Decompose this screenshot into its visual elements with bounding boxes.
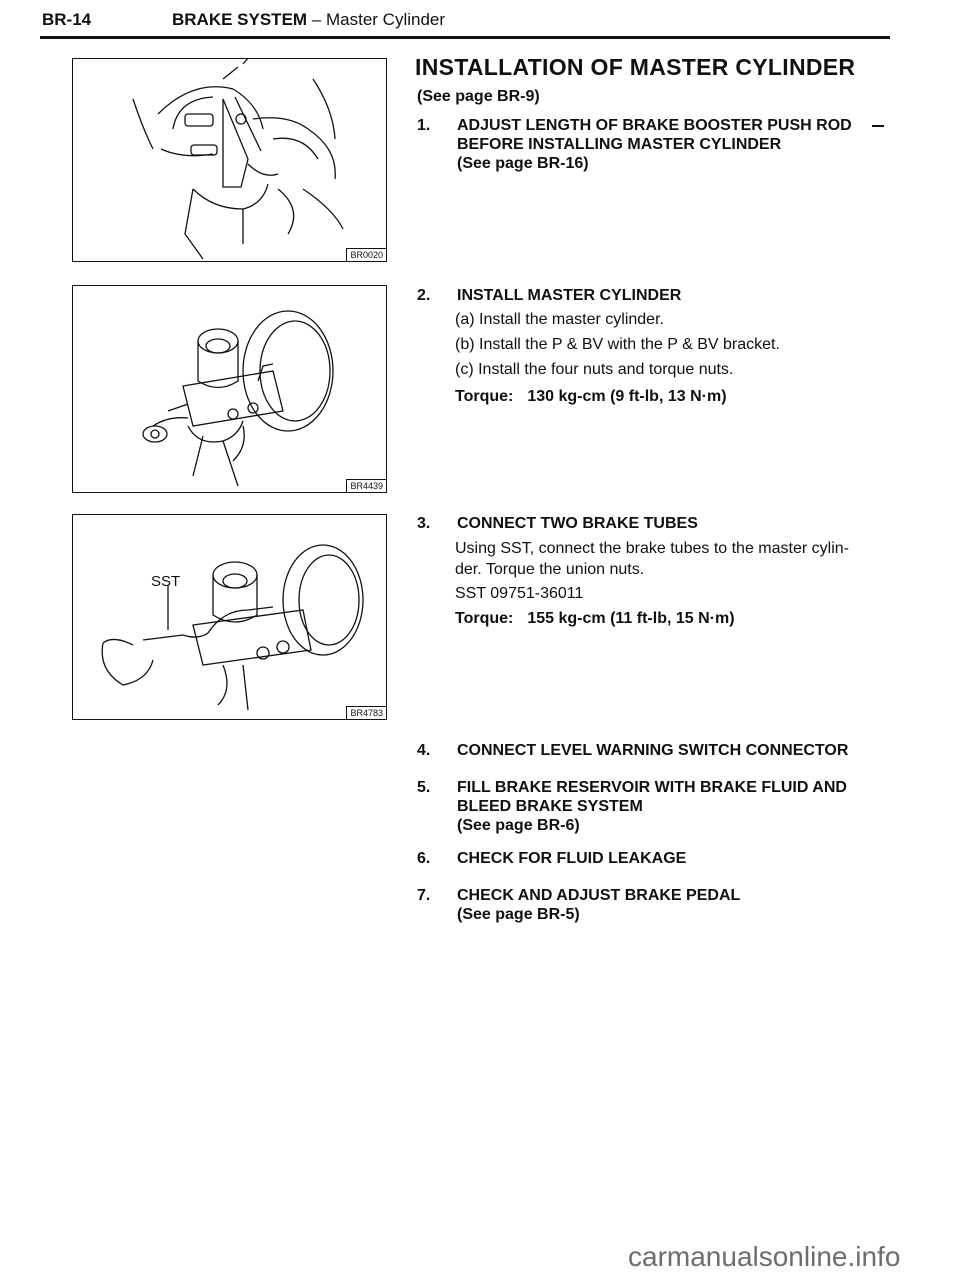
- figure-master-cylinder: [72, 285, 387, 493]
- section-title: [172, 10, 445, 30]
- sst-number: SST 09751-36011: [455, 585, 584, 602]
- page-code: BR-14: [42, 10, 92, 29]
- step-number: 4.: [417, 742, 431, 759]
- sst-label: SST: [151, 573, 181, 590]
- see-page-reference: (See page BR-9): [417, 88, 540, 105]
- figure-id: BR4783: [346, 706, 386, 719]
- header-rule: [40, 36, 890, 39]
- step-line: ADJUST LENGTH OF BRAKE BOOSTER PUSH ROD: [457, 117, 852, 134]
- step-text: CONNECT TWO BRAKE TUBES: [457, 515, 698, 532]
- substep-a: (a) Install the master cylinder.: [455, 311, 664, 328]
- step-number: 7.: [417, 887, 431, 904]
- step-number: 2.: [417, 287, 431, 304]
- step-text: [457, 886, 897, 924]
- step-number: 5.: [417, 779, 431, 796]
- step-text: INSTALL MASTER CYLINDER: [457, 287, 682, 304]
- step-text: CONNECT LEVEL WARNING SWITCH CONNECTOR: [457, 742, 849, 759]
- figure-push-rod: [72, 58, 387, 262]
- torque-value: 155 kg-cm (11 ft-lb, 15 N·m): [527, 610, 735, 627]
- substep-c: (c) Install the four nuts and torque nuts.: [455, 361, 734, 378]
- torque-spec: [455, 610, 735, 628]
- torque-label: Torque:: [455, 388, 514, 405]
- step-line: (See page BR-5): [457, 906, 580, 923]
- step-text: [457, 116, 897, 173]
- step-text: [457, 778, 897, 835]
- figure-brake-tubes: [72, 514, 387, 720]
- step-number: 1.: [417, 117, 431, 134]
- torque-label: Torque:: [455, 610, 514, 627]
- step-line: (See page BR-6): [457, 817, 580, 834]
- figure-id: BR0020: [346, 248, 386, 261]
- push-rod-illustration: [73, 59, 386, 261]
- step-3-paragraph: [455, 538, 895, 580]
- margin-mark: [872, 125, 884, 127]
- step-line: BEFORE INSTALLING MASTER CYLINDER: [457, 136, 782, 153]
- step-line: CHECK AND ADJUST BRAKE PEDAL: [457, 887, 741, 904]
- step-line: BLEED BRAKE SYSTEM: [457, 798, 643, 815]
- step-number: 3.: [417, 515, 431, 532]
- paragraph-line: Using SST, connect the brake tubes to the master cylin-: [455, 540, 849, 557]
- step-line: FILL BRAKE RESERVOIR WITH BRAKE FLUID AND: [457, 779, 847, 796]
- step-text: CHECK FOR FLUID LEAKAGE: [457, 850, 687, 867]
- section-name: BRAKE SYSTEM: [172, 10, 308, 29]
- paragraph-line: der. Torque the union nuts.: [455, 561, 645, 578]
- subsection-name: Master Cylinder: [325, 10, 446, 29]
- figure-id: BR4439: [346, 479, 386, 492]
- watermark: carmanualsonline.info: [628, 1241, 901, 1272]
- step-line: (See page BR-16): [457, 155, 589, 172]
- substep-b: (b) Install the P & BV with the P & BV bracket.: [455, 336, 780, 353]
- step-number: 6.: [417, 850, 431, 867]
- brake-tubes-illustration: [73, 515, 386, 719]
- torque-spec: [455, 388, 727, 406]
- torque-value: 130 kg-cm (9 ft-lb, 13 N·m): [527, 388, 727, 405]
- title-separator: –: [307, 10, 326, 29]
- installation-title: INSTALLATION OF MASTER CYLINDER: [415, 54, 856, 80]
- master-cylinder-illustration: [73, 286, 386, 492]
